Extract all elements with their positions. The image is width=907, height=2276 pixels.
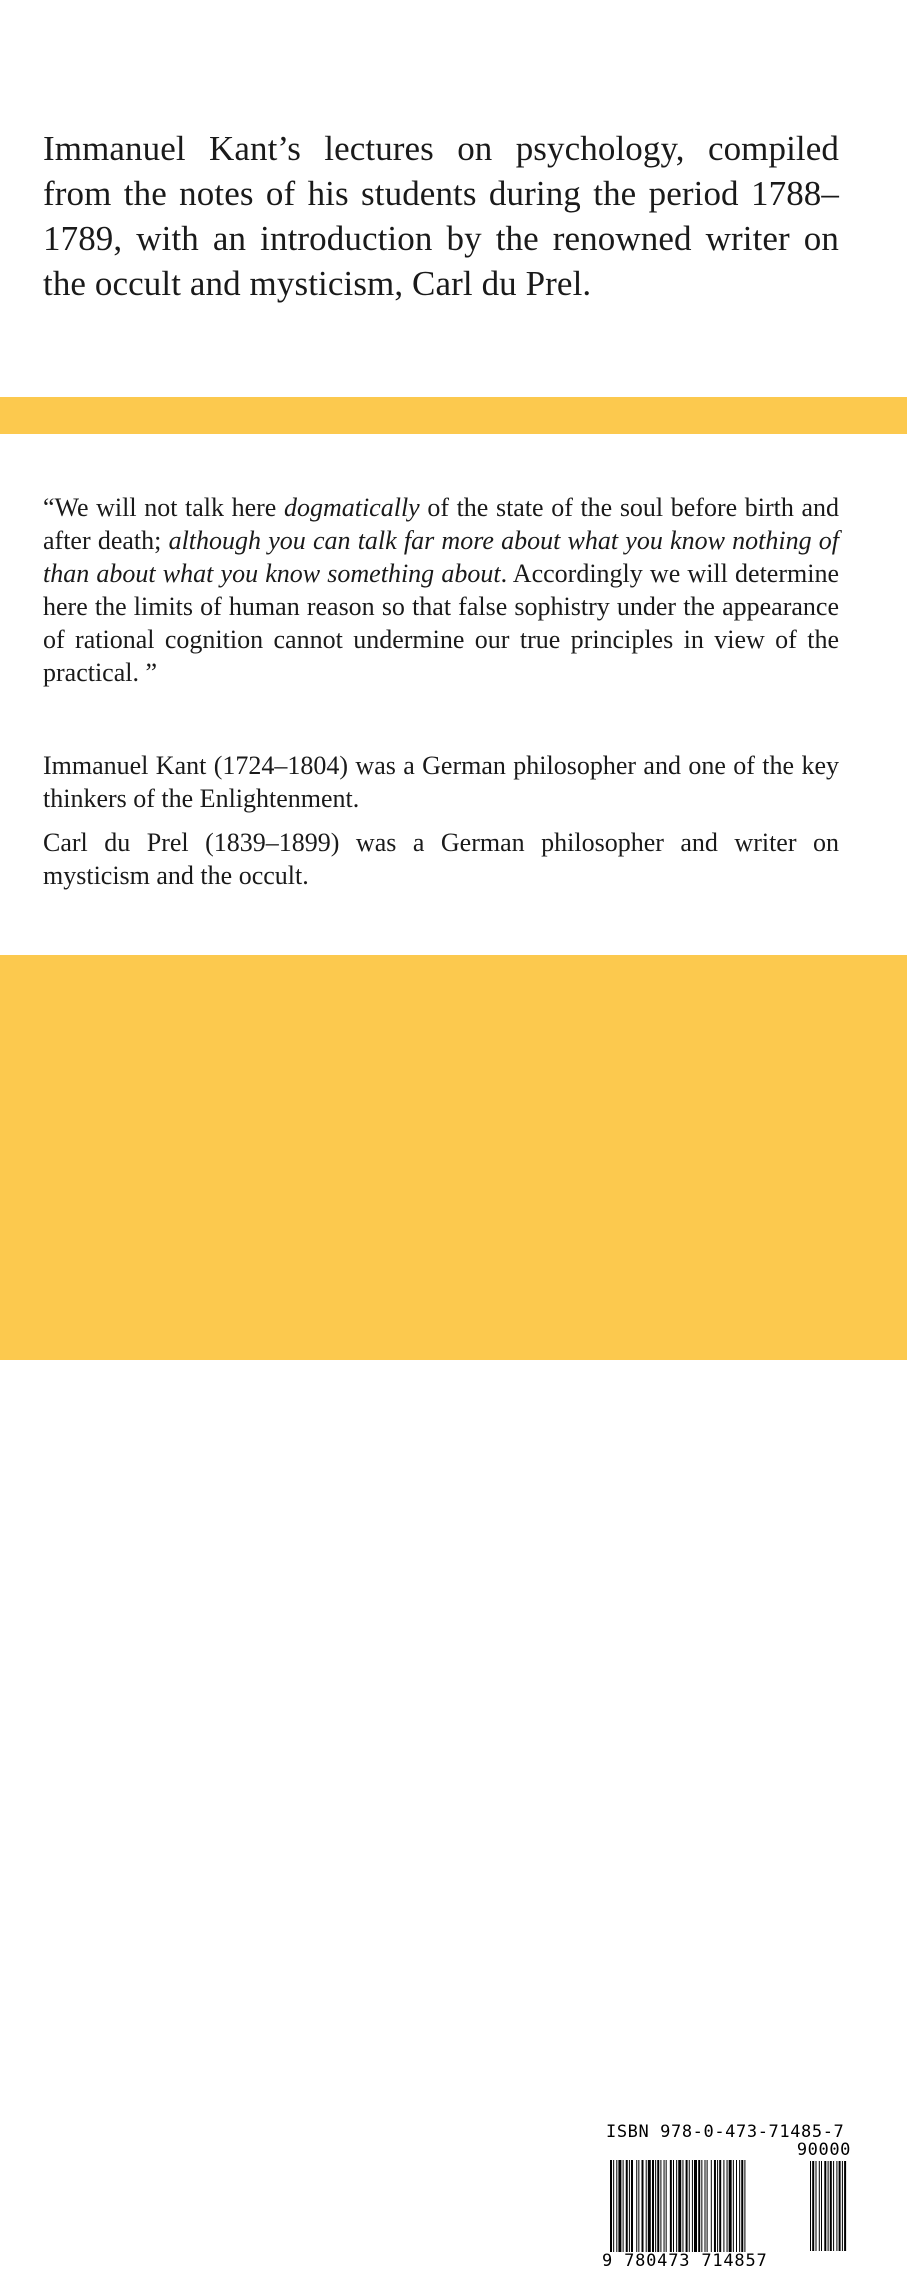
quote-text-3: . Accordingly we will determine here the limits of human reason so that false sophistry under the appearance of rational cognition cannot undermine our true principles in view of the practical. ” <box>43 559 839 687</box>
quote-text-1: “We will not talk here <box>43 493 284 522</box>
quote-emphasis-talk: although you can talk far more about what you know nothing of than about what you know something about <box>43 526 839 588</box>
quote-text-2: of the state of the soul before birth and after death; <box>43 493 840 555</box>
ean-digits: 9 780473 714857 <box>602 2251 768 2271</box>
kant-quote <box>43 491 839 689</box>
bio-du-prel: Carl du Prel (1839–1899) was a German philosopher and writer on mysticism and the occult. <box>43 828 839 890</box>
decorative-band-bottom <box>0 955 907 2271</box>
quote-emphasis-dogmatically: dogmatically <box>283 493 420 522</box>
price-code: 90000 <box>796 2140 851 2160</box>
ean-barcode <box>608 2160 804 2252</box>
bio-kant: Immanuel Kant (1724–1804) was a German philosopher and one of the key thinkers of the Enlightenment. <box>43 751 839 813</box>
decorative-band-top <box>0 397 907 434</box>
back-cover-blurb: Immanuel Kant’s lectures on psychology, compiled from the notes of his students during the period 1788–1789, with an introduction by the renowned writer on the occult and mysticism, Carl du Prel. <box>43 129 839 303</box>
price-barcode <box>810 2161 852 2253</box>
isbn-label: ISBN 978-0-473-71485-7 <box>606 2122 845 2142</box>
isbn-barcode-box <box>598 2118 861 2276</box>
